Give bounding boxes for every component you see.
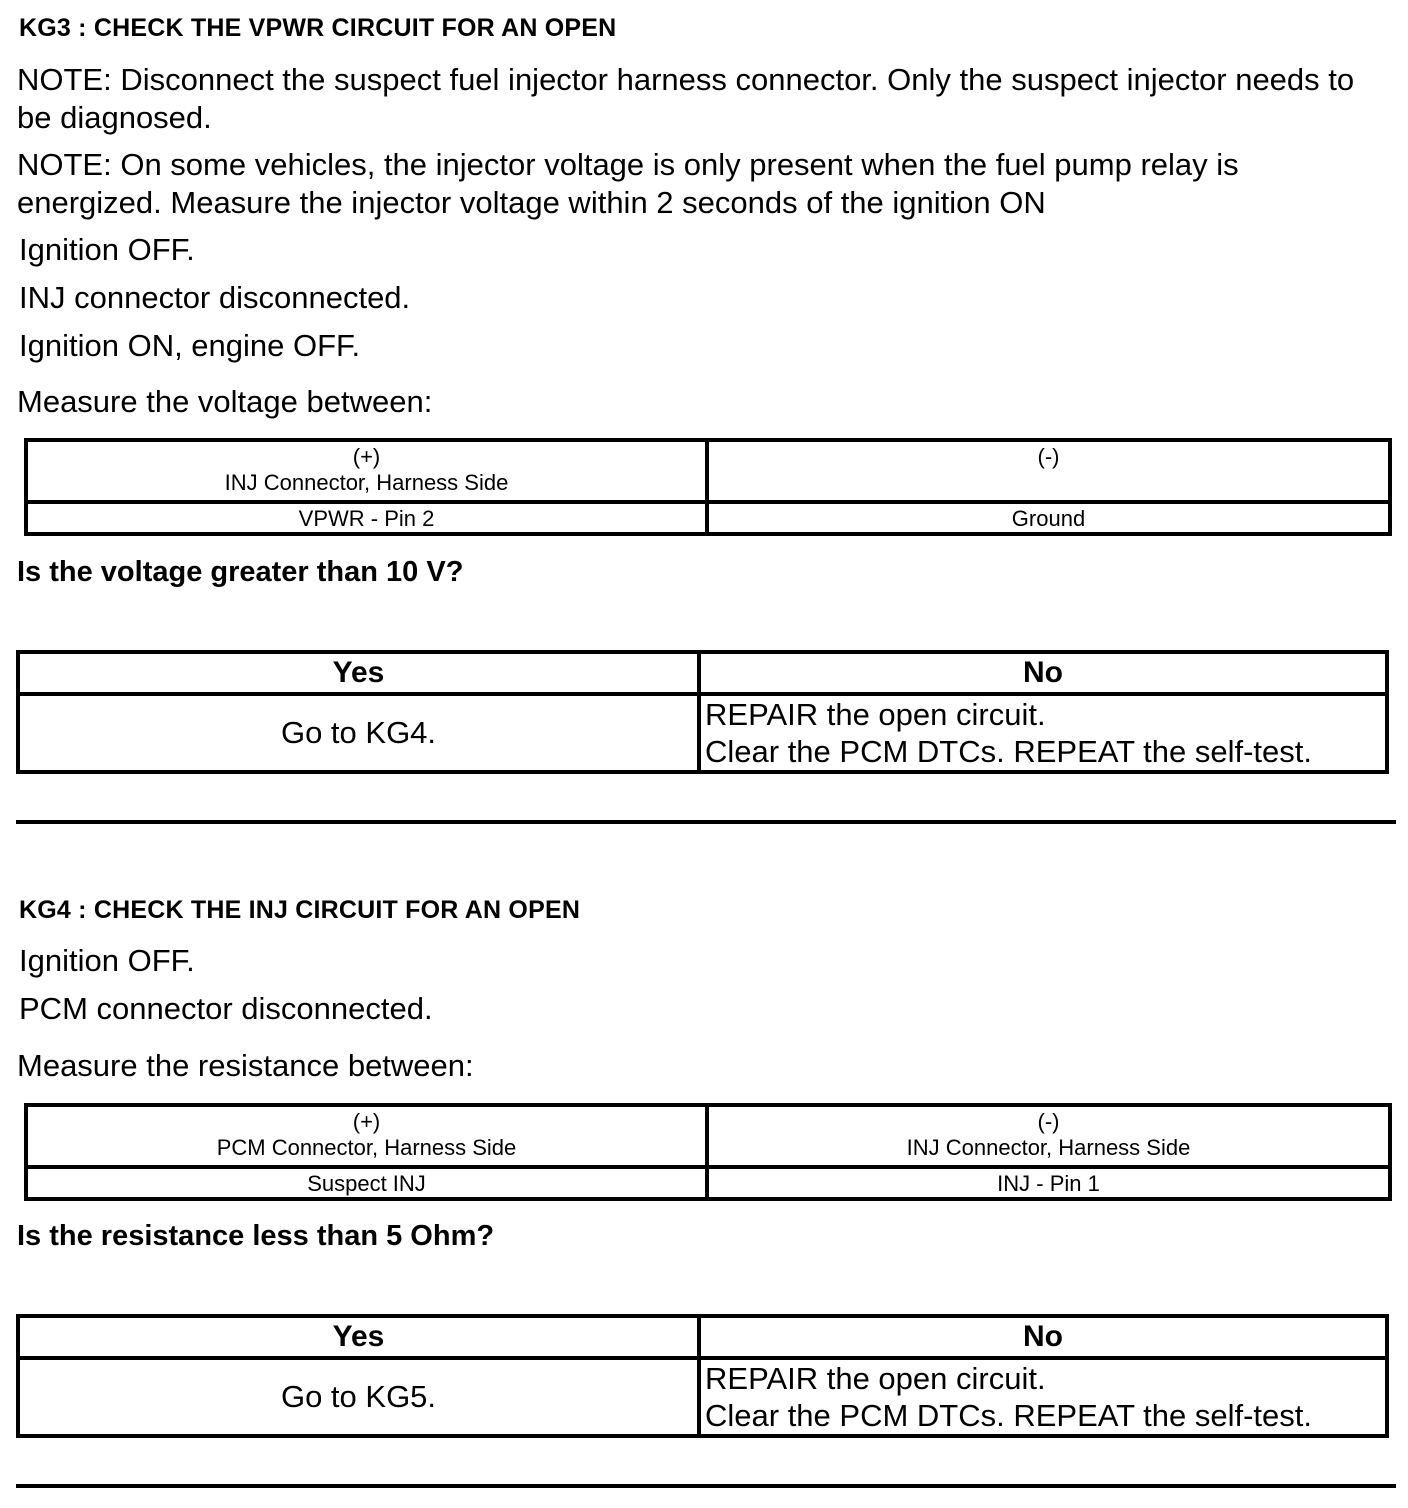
kg4-measure-label: Measure the resistance between: [17,1048,474,1083]
kg3-negative-value: Ground [707,502,1390,534]
kg3-step-inj-disconnected: INJ connector disconnected. [19,280,411,315]
kg4-positive-value: Suspect INJ [26,1167,707,1199]
kg3-measure-label: Measure the voltage between: [17,384,433,419]
kg3-question: Is the voltage greater than 10 V? [17,556,464,588]
kg3-step-ignition-on: Ignition ON, engine OFF. [19,328,361,363]
kg4-negative-sign: (-) [1037,1109,1060,1134]
kg4-positive-sign: (+) [352,1109,381,1134]
kg4-measure-table [24,1103,1392,1201]
kg4-title: KG4 : CHECK THE INJ CIRCUIT FOR AN OPEN [19,896,581,924]
kg4-negative-value: INJ - Pin 1 [707,1167,1390,1199]
kg3-yes-header: Yes [18,652,699,694]
kg3-note-voltage-timing: NOTE: On some vehicles, the injector voltage is only present when the fuel pump relay is energized. Measure the injector voltage within 2 seconds of the ignition ON [17,147,1239,220]
kg3-no-header: No [699,652,1387,694]
kg3-step-ignition-off: Ignition OFF. [19,232,195,267]
kg4-step-pcm-disconnected: PCM connector disconnected. [19,991,433,1026]
kg3-negative-header [707,440,1390,502]
kg3-title: KG3 : CHECK THE VPWR CIRCUIT FOR AN OPEN [19,14,617,42]
kg4-no-action [699,1358,1387,1436]
kg3-negative-sign: (-) [1037,444,1060,469]
kg3-note-disconnect: NOTE: Disconnect the suspect fuel injector harness connector. Only the suspect injector needs to be diagnosed. [17,62,1355,135]
bottom-divider [16,1484,1396,1488]
kg3-positive-value: VPWR - Pin 2 [26,502,707,534]
kg4-no-header: No [699,1316,1387,1358]
kg4-no-action-repair: REPAIR the open circuit. [705,1361,1046,1396]
kg4-positive-header [26,1105,707,1167]
kg4-no-action-clear: Clear the PCM DTCs. REPEAT the self-test. [705,1398,1312,1433]
kg3-result-table [16,650,1389,774]
kg4-negative-header [707,1105,1390,1167]
kg4-question: Is the resistance less than 5 Ohm? [17,1220,495,1252]
kg3-no-action-clear: Clear the PCM DTCs. REPEAT the self-test. [705,734,1312,769]
kg3-no-action-repair: REPAIR the open circuit. [705,697,1046,732]
kg4-yes-header: Yes [18,1316,699,1358]
section-divider [16,820,1396,824]
kg4-positive-desc: PCM Connector, Harness Side [216,1135,517,1160]
kg4-yes-action: Go to KG5. [18,1358,699,1436]
kg3-measure-table [24,438,1392,536]
kg4-step-ignition-off: Ignition OFF. [19,943,195,978]
kg3-no-action [699,694,1387,772]
kg3-positive-desc: INJ Connector, Harness Side [224,470,509,495]
kg3-yes-action: Go to KG4. [18,694,699,772]
kg3-positive-header [26,440,707,502]
kg3-positive-sign: (+) [352,444,381,469]
kg4-negative-desc: INJ Connector, Harness Side [906,1135,1191,1160]
kg4-result-table [16,1314,1389,1438]
